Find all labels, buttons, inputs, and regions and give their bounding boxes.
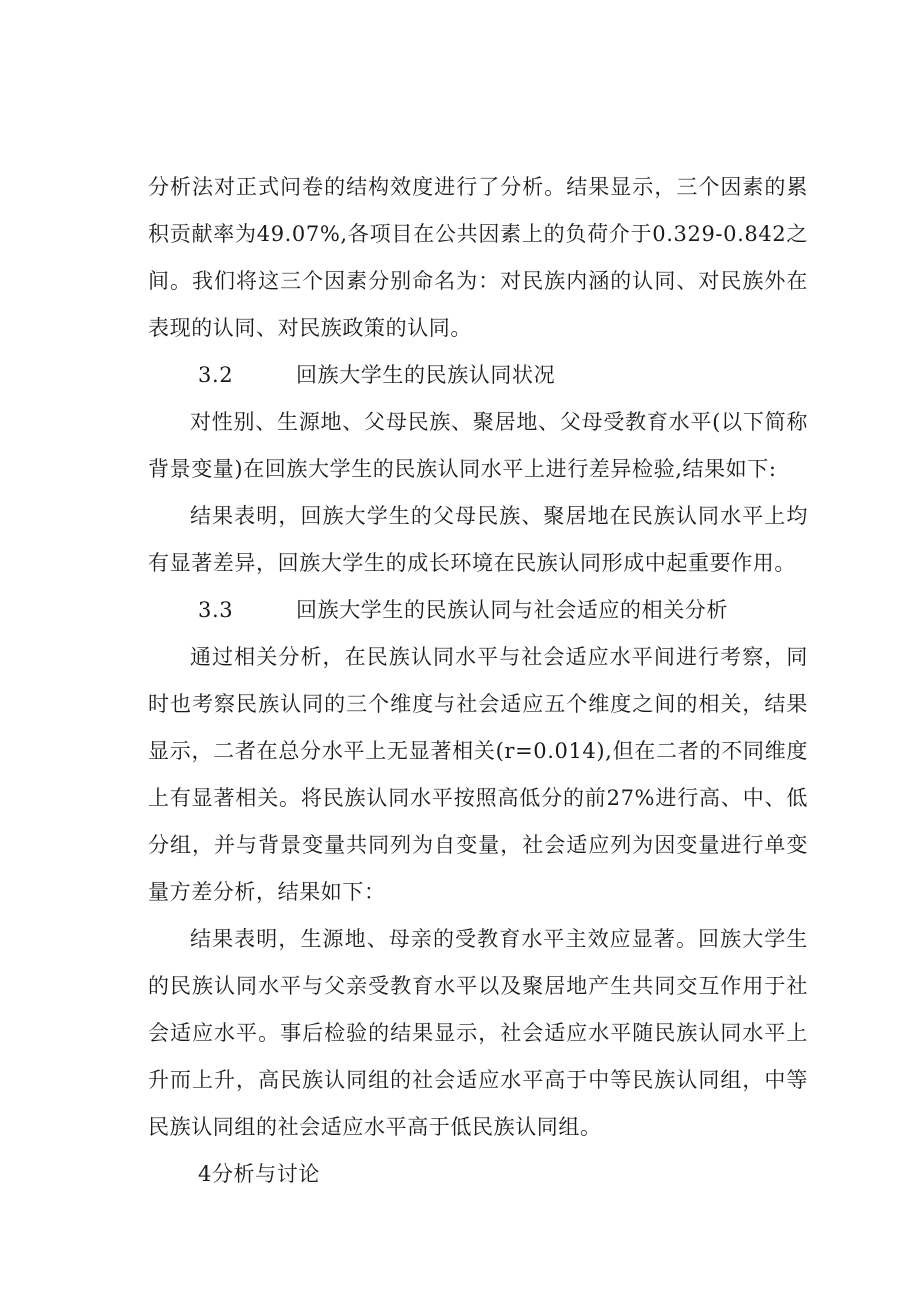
paragraph-difference-test: 对性别、生源地、父母民族、聚居地、父母受教育水平(以下简称背景变量)在回族大学生的民族认同水平上进行差异检验,结果如下: [148, 410, 808, 481]
paragraph-results-identity: 结果表明，回族大学生的父母民族、聚居地在民族认同水平上均有显著差异，回族大学生的成长环境在民族认同形成中起重要作用。 [148, 504, 808, 575]
document-body [148, 164, 808, 1198]
paragraph-factor-analysis: 分析法对正式问卷的结构效度进行了分析。结果显示，三个因素的累积贡献率为49.07%,各项目在公共因素上的负荷介于0.329-0.842之间。我们将这三个因素分别命名为：对民族内涵的认同、对民族外在表现的认同、对民族政策的认同。 [148, 175, 808, 340]
section-title: 回族大学生的民族认同与社会适应的相关分析 [296, 598, 728, 622]
section-number: 3.2 [198, 363, 234, 387]
paragraph-results-adaptation: 结果表明，生源地、母亲的受教育水平主效应显著。回族大学生的民族认同水平与父亲受教育水平以及聚居地产生共同交互作用于社会适应水平。事后检验的结果显示，社会适应水平随民族认同水平上升而上升，高民族认同组的社会适应水平高于中等民族认同组，中等民族认同组的社会适应水平高于低民族认同组。 [148, 927, 808, 1139]
section-heading-4: 4分析与讨论 [198, 1162, 320, 1186]
section-number: 3.3 [198, 598, 234, 622]
section-title: 回族大学生的民族认同状况 [296, 363, 556, 387]
section-heading-3-2 [148, 352, 808, 399]
paragraph-correlation-analysis: 通过相关分析，在民族认同水平与社会适应水平间进行考察，同时也考察民族认同的三个维度与社会适应五个维度之间的相关，结果显示，二者在总分水平上无显著相关(r=0.014),但在二者的不同维度上有显著相关。将民族认同水平按照高低分的前27%进行高、中、低分组，并与背景变量共同列为自变量，社会适应列为因变量进行单变量方差分析，结果如下： [148, 645, 808, 904]
section-heading-3-3 [148, 587, 808, 634]
